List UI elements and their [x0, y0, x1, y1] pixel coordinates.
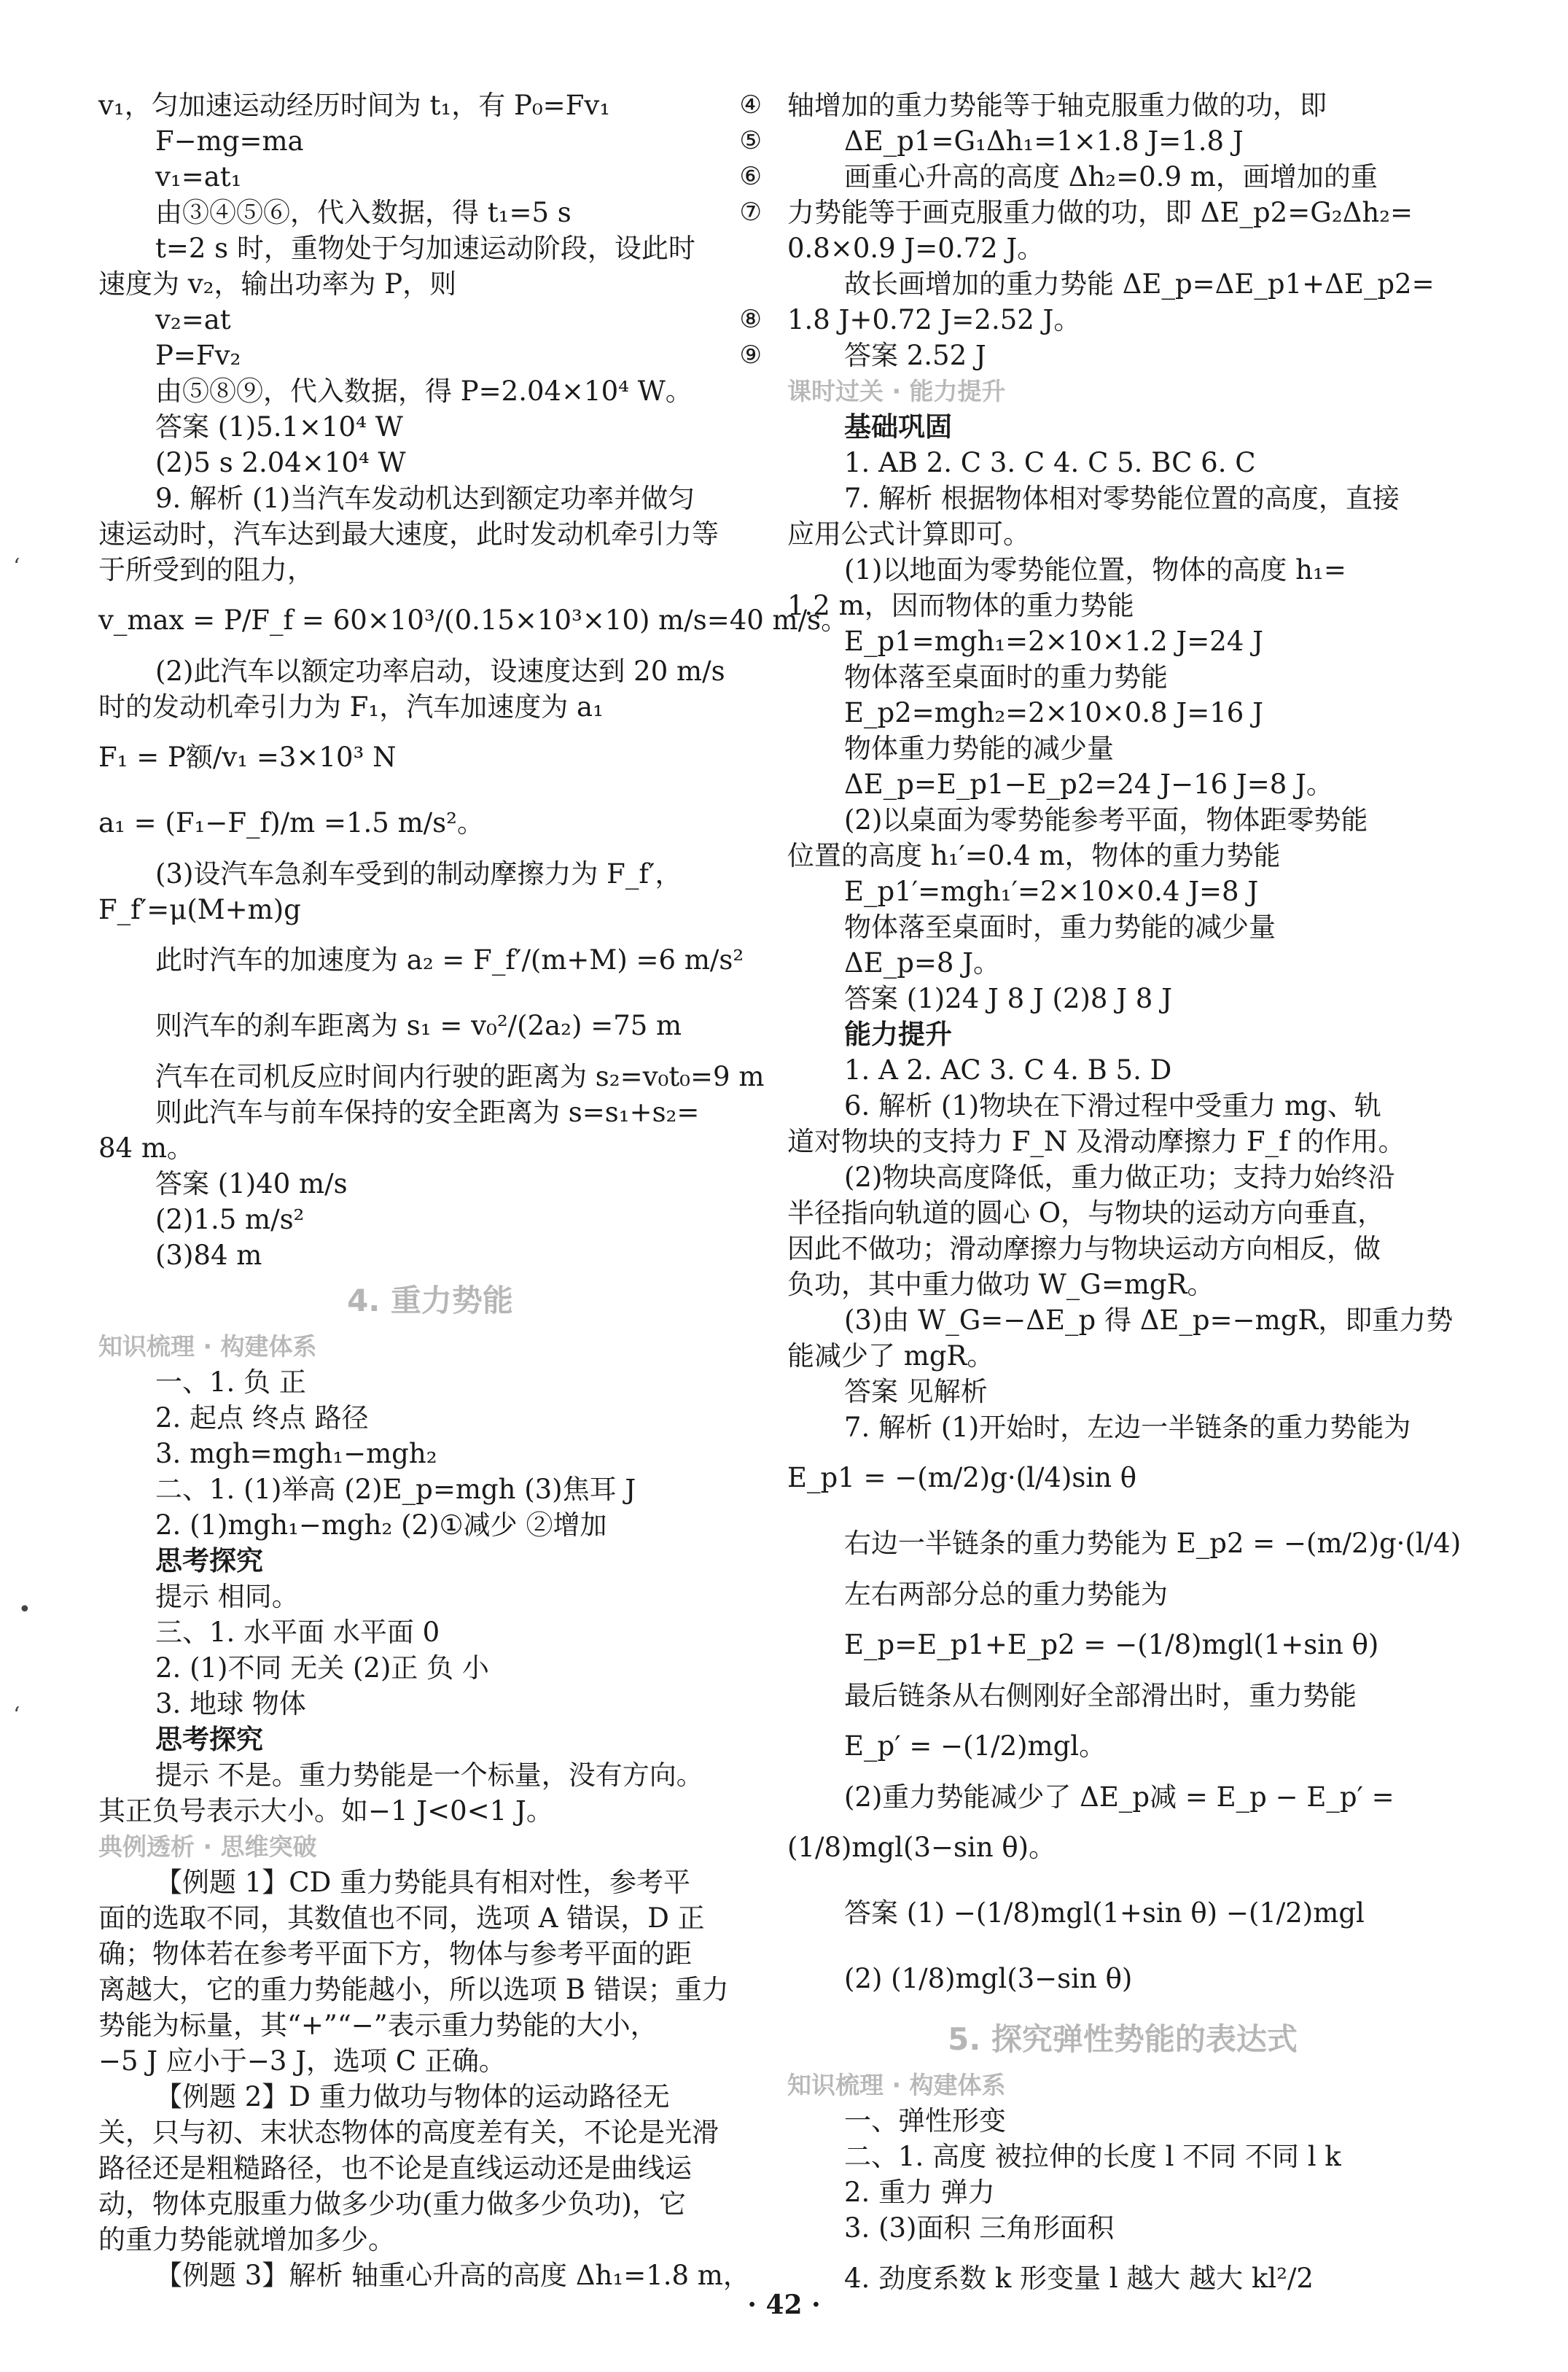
left-text-line [98, 1202, 762, 1237]
equation-number: ⑨ [739, 341, 762, 370]
line-text: 物体落至桌面时，重力势能的减少量 [844, 911, 1276, 943]
left-text-line [98, 1166, 762, 1202]
line-text: 能力提升 [844, 1018, 952, 1050]
left-text-line [98, 1579, 762, 1614]
left-section-header [98, 1329, 762, 1364]
left-text-line [98, 1436, 762, 1471]
right-text-line [787, 695, 1458, 731]
left-text-line [98, 2007, 762, 2043]
right-text-line [787, 123, 1458, 159]
line-text: F−mg=ma [155, 125, 304, 157]
line-text: F₁ = P额/v₁ =3×10³ N [98, 742, 397, 773]
right-text-line [787, 1576, 1458, 1612]
line-text: 关，只与初、末状态物体的高度差有关，不论是光滑 [98, 2117, 719, 2148]
line-text: E_p1=mgh₁=2×10×1.2 J=24 J [844, 626, 1263, 657]
line-text: ΔE_p=8 J。 [844, 947, 1001, 979]
right-text-line [787, 2139, 1458, 2174]
margin-mark: ‘ [13, 1703, 20, 1728]
right-text-line [787, 159, 1458, 195]
line-text: (2)1.5 m/s² [155, 1204, 305, 1235]
line-text: ΔE_p1=G₁Δh₁=1×1.8 J=1.8 J [844, 125, 1244, 157]
line-text: 答案 2.52 J [844, 340, 986, 371]
line-text: 【例题 1】CD 重力势能具有相对性，参考平 [155, 1867, 691, 1898]
left-text-line [98, 1936, 762, 1972]
line-text: 因此不做功；滑动摩擦力与物块运动方向相反，做 [787, 1233, 1381, 1264]
line-text: 5. 探究弹性势能的表达式 [948, 2021, 1298, 2057]
right-text-line [787, 838, 1458, 874]
line-text: 3. (3)面积 三角形面积 [844, 2212, 1115, 2244]
left-section-title [98, 1273, 762, 1329]
left-text-line [98, 195, 762, 230]
equation-number: ⑦ [739, 198, 762, 227]
right-subsection-heading [787, 409, 1458, 445]
line-text: 物体落至桌面时的重力势能 [844, 661, 1168, 693]
left-text-line [98, 790, 762, 856]
right-text-line [787, 1374, 1458, 1409]
line-text: 面的选取不同，其数值也不同，选项 A 错误，D 正 [98, 1902, 705, 1934]
line-text: 二、1. (1)举高 (2)E_p=mgh (3)焦耳 J [155, 1474, 636, 1505]
line-text: 则汽车的刹车距离为 s₁ = v₀²/(2a₂) =75 m [155, 1010, 682, 1041]
left-text-line [98, 1650, 762, 1686]
line-text: 0.8×0.9 J=0.72 J。 [787, 233, 1045, 264]
line-text: F_f′=μ(M+m)g [98, 894, 301, 925]
line-text: v_max = P/F_f = 60×10³/(0.15×10³×10) m/s=40 m/s。 [98, 604, 849, 636]
right-text-line [787, 1302, 1458, 1338]
line-text: 此时汽车的加速度为 a₂ = F_f′/(m+M) =6 m/s² [155, 944, 744, 976]
line-text: (2)重力势能减少了 ΔE_p减 = E_p − E_p′ = [844, 1781, 1395, 1813]
line-text: 最后链条从右侧刚好全部滑出时，重力势能 [844, 1680, 1357, 1711]
line-text: 二、1. 高度 被拉伸的长度 l 不同 不同 l k [844, 2141, 1341, 2172]
left-text-line [98, 2115, 762, 2150]
left-text-line [98, 2043, 762, 2079]
right-text-line [787, 230, 1458, 266]
line-text: 由⑤⑧⑨，代入数据，得 P=2.04×10⁴ W。 [155, 376, 693, 407]
right-text-line [787, 445, 1458, 481]
left-text-line [98, 338, 762, 373]
line-text: 思考探究 [155, 1544, 263, 1576]
line-text: 动，物体克服重力做多少功(重力做多少负功)，它 [98, 2188, 686, 2220]
line-text: 时的发动机牵引力为 F₁，汽车加速度为 a₁ [98, 691, 604, 723]
line-text: 6. 解析 (1)物块在下滑过程中受重力 mg、轨 [844, 1090, 1381, 1121]
right-text-line [787, 1088, 1458, 1124]
line-text: 答案 见解析 [844, 1376, 988, 1407]
right-text-line [787, 1678, 1458, 1714]
left-text-line [98, 1972, 762, 2007]
line-text: 知识梳理 · 构建体系 [98, 1332, 317, 1361]
left-text-line [98, 1400, 762, 1436]
right-text-line [787, 981, 1458, 1016]
right-text-line [787, 588, 1458, 623]
line-text: (3)设汽车急刹车受到的制动摩擦力为 F_f′， [155, 858, 682, 890]
right-subsection-heading [787, 1016, 1458, 1052]
right-text-line [787, 552, 1458, 588]
line-text: 4. 劲度系数 k 形变量 l 越大 越大 kl²/2 [844, 2263, 1314, 2294]
line-text: 物体重力势能的减少量 [844, 733, 1114, 764]
line-text: 答案 (1)40 m/s [155, 1168, 348, 1199]
line-text: 3. mgh=mgh₁−mgh₂ [155, 1438, 437, 1469]
line-text: 一、弹性形变 [844, 2105, 1006, 2136]
left-text-line [98, 2079, 762, 2115]
line-text: 2. (1)mgh₁−mgh₂ (2)①减少 ②增加 [155, 1509, 607, 1541]
right-text-line [787, 1511, 1462, 1576]
right-text-line [787, 1124, 1458, 1159]
right-text-line [787, 88, 1458, 123]
right-text-line [787, 266, 1458, 302]
line-text: 知识梳理 · 构建体系 [787, 2071, 1006, 2099]
left-text-line [98, 588, 849, 653]
right-text-line [787, 731, 1458, 766]
line-text: 应用公式计算即可。 [787, 518, 1030, 550]
left-text-line [98, 88, 762, 123]
left-text-line [98, 409, 762, 445]
line-text: 速运动时，汽车达到最大速度，此时发动机牵引力等 [98, 518, 719, 550]
left-text-line [98, 266, 762, 302]
right-text-line [787, 1815, 1458, 1881]
right-text-line [787, 659, 1458, 695]
line-text: 路径还是粗糙路径，也不论是直线运动还是曲线运 [98, 2153, 692, 2184]
line-text: 课时过关 · 能力提升 [787, 377, 1006, 405]
line-text: P=Fv₂ [155, 340, 241, 371]
left-text-line [98, 1793, 762, 1829]
left-text-line [98, 1614, 762, 1650]
line-text: 4. 重力势能 [347, 1283, 513, 1318]
left-text-line [98, 1130, 762, 1166]
left-text-line [98, 1094, 762, 1130]
left-text-line [98, 689, 762, 725]
line-text: 三、1. 水平面 水平面 0 [155, 1617, 440, 1648]
line-text: 左右两部分总的重力势能为 [844, 1579, 1168, 1610]
right-text-line [787, 909, 1458, 945]
left-text-line [98, 725, 762, 790]
line-text: 1.2 m，因而物体的重力势能 [787, 590, 1134, 621]
equation-number: ⑤ [739, 126, 762, 155]
line-text: E_p1 = −(m/2)g·(l/4)sin θ [787, 1462, 1137, 1493]
line-text: 负功，其中重力做功 W_G=mgR。 [787, 1269, 1214, 1300]
left-text-line [98, 552, 762, 588]
line-text: 答案 (1)24 J 8 J (2)8 J 8 J [844, 983, 1172, 1014]
line-text: 2. 起点 终点 路径 [155, 1402, 369, 1434]
right-text-line [787, 1195, 1458, 1231]
line-text: 【例题 2】D 重力做功与物体的运动路径无 [155, 2081, 670, 2112]
margin-mark: ‘ [13, 554, 20, 580]
right-section-header [787, 2067, 1458, 2103]
right-text-line [787, 481, 1458, 516]
line-text: 84 m。 [98, 1132, 194, 1164]
right-text-line [787, 945, 1458, 981]
right-column [787, 88, 1462, 2311]
page-number: · 42 · [747, 2290, 821, 2320]
line-text: 答案 (1)5.1×10⁴ W [155, 411, 403, 443]
line-text: ΔE_p=E_p1−E_p2=24 J−16 J=8 J。 [844, 769, 1333, 800]
left-column [98, 88, 849, 2293]
line-text: (3)84 m [155, 1240, 262, 1271]
equation-number: ④ [739, 90, 762, 120]
left-text-line [98, 1059, 765, 1094]
right-text-line [787, 1409, 1458, 1445]
right-text-line [787, 1052, 1458, 1088]
right-text-line [787, 1159, 1458, 1195]
left-text-line [98, 928, 762, 993]
line-text: 答案 (1) −(1/8)mgl(1+sin θ) −(1/2)mgl [844, 1897, 1365, 1929]
right-text-line [787, 2103, 1458, 2139]
line-text: 则此汽车与前车保持的安全距离为 s=s₁+s₂= [155, 1097, 700, 1128]
right-text-line [787, 1445, 1458, 1511]
right-text-line [787, 302, 1458, 338]
right-text-line [787, 1714, 1458, 1779]
left-subsection-heading [98, 1722, 762, 1757]
line-text: E_p=E_p1+E_p2 = −(1/8)mgl(1+sin θ) [844, 1629, 1379, 1660]
line-text: 能减少了 mgR。 [787, 1340, 994, 1372]
right-text-line [787, 1612, 1458, 1678]
left-section-header [98, 1829, 762, 1864]
line-text: (2)此汽车以额定功率启动，设速度达到 20 m/s [155, 656, 725, 687]
right-text-line [787, 874, 1458, 909]
left-text-line [98, 445, 762, 481]
left-text-line [98, 123, 762, 159]
line-text: 半径指向轨道的圆心 O，与物块的运动方向垂直， [787, 1197, 1385, 1229]
left-text-line [98, 1900, 762, 1936]
line-text: (2)物块高度降低，重力做正功；支持力始终沿 [844, 1162, 1395, 1193]
line-text: 2. 重力 弹力 [844, 2177, 995, 2208]
right-text-line [787, 516, 1458, 552]
line-text: 9. 解析 (1)当汽车发动机达到额定功率并做匀 [155, 483, 695, 514]
line-text: 的重力势能就增加多少。 [98, 2224, 395, 2255]
right-text-line [787, 1231, 1458, 1267]
right-text-line [787, 1946, 1458, 2012]
line-text: (1)以地面为零势能位置，物体的高度 h₁= [844, 554, 1346, 586]
line-text: v₁=at₁ [155, 161, 242, 193]
left-text-line [98, 1757, 762, 1793]
line-text: 道对物块的支持力 F_N 及滑动摩擦力 F_f 的作用。 [787, 1126, 1405, 1157]
line-text: 1.8 J+0.72 J=2.52 J。 [787, 304, 1081, 335]
line-text: 提示 相同。 [155, 1581, 299, 1612]
right-text-line [787, 2174, 1458, 2210]
line-text: t=2 s 时，重物处于匀加速运动阶段，设此时 [155, 233, 695, 264]
line-text: 故长画增加的重力势能 ΔE_p=ΔE_p1+ΔE_p2= [844, 268, 1435, 300]
line-text: 轴增加的重力势能等于轴克服重力做的功，即 [787, 90, 1327, 121]
left-text-line [98, 856, 762, 892]
left-text-line [98, 892, 762, 928]
line-text: −5 J 应小于−3 J，选项 C 正确。 [98, 2045, 506, 2077]
line-text: (2) (1/8)mgl(3−sin θ) [844, 1963, 1133, 1994]
left-text-line [98, 2186, 762, 2222]
right-text-line [787, 1267, 1458, 1302]
line-text: (2)以桌面为零势能参考平面，物体距零势能 [844, 804, 1368, 836]
right-text-line [787, 1779, 1458, 1815]
line-text: 一、1. 负 正 [155, 1366, 306, 1398]
left-text-line [98, 1686, 762, 1722]
line-text: 2. (1)不同 无关 (2)正 负 小 [155, 1652, 489, 1684]
left-text-line [98, 516, 762, 552]
line-text: 确；物体若在参考平面下方，物体与参考平面的距 [98, 1938, 692, 1969]
left-text-line [98, 481, 762, 516]
left-text-line [98, 1471, 762, 1507]
line-text: E_p1′=mgh₁′=2×10×0.4 J=8 J [844, 876, 1259, 907]
line-text: 【例题 3】解析 轴重心升高的高度 Δh₁=1.8 m， [155, 2260, 750, 2291]
margin-mark: • [18, 1597, 31, 1622]
line-text: 提示 不是。重力势能是一个标量，没有方向。 [155, 1759, 703, 1791]
right-text-line [787, 338, 1458, 373]
line-text: 于所受到的阻力， [98, 554, 314, 586]
left-text-line [98, 1864, 762, 1900]
left-text-line [98, 302, 762, 338]
right-text-line [787, 195, 1458, 230]
line-text: 7. 解析 根据物体相对零势能位置的高度，直接 [844, 483, 1400, 514]
line-text: a₁ = (F₁−F_f)/m =1.5 m/s²。 [98, 807, 484, 839]
right-text-line [787, 766, 1458, 802]
line-text: 汽车在司机反应时间内行驶的距离为 s₂=v₀t₀=9 m [155, 1061, 765, 1092]
line-text: 势能为标量，其“+”“−”表示重力势能的大小， [98, 2010, 658, 2041]
line-text: 离越大，它的重力势能越小，所以选项 B 错误；重力 [98, 1974, 729, 2005]
left-text-line [98, 1237, 762, 1273]
line-text: 画重心升高的高度 Δh₂=0.9 m，画增加的重 [844, 161, 1378, 193]
line-text: 速度为 v₂，输出功率为 P，则 [98, 268, 457, 300]
equation-number: ⑥ [739, 162, 762, 191]
left-text-line [98, 2222, 762, 2258]
line-text: v₁，匀加速运动经历时间为 t₁，有 P₀=Fv₁ [98, 90, 611, 121]
right-section-header [787, 373, 1458, 409]
line-text: (3)由 W_G=−ΔE_p 得 ΔE_p=−mgR，即重力势 [844, 1304, 1454, 1336]
left-text-line [98, 159, 762, 195]
left-text-line [98, 1507, 762, 1543]
line-text: 3. 地球 物体 [155, 1688, 306, 1719]
right-text-line [787, 802, 1458, 838]
right-text-line [787, 1881, 1458, 1946]
right-text-line [787, 623, 1458, 659]
left-text-line [98, 653, 762, 689]
line-text: 典例透析 · 思维突破 [98, 1832, 317, 1861]
line-text: E_p2=mgh₂=2×10×0.8 J=16 J [844, 697, 1263, 728]
line-text: 7. 解析 (1)开始时，左边一半链条的重力势能为 [844, 1412, 1411, 1443]
left-text-line [98, 2258, 762, 2293]
right-text-line [787, 2210, 1458, 2246]
left-text-line [98, 230, 762, 266]
line-text: (2)5 s 2.04×10⁴ W [155, 447, 406, 478]
line-text: 由③④⑤⑥，代入数据，得 t₁=5 s [155, 197, 572, 228]
line-text: 力势能等于画克服重力做的功，即 ΔE_p2=G₂Δh₂= [787, 197, 1413, 228]
line-text: E_p′ = −(1/2)mgl。 [844, 1730, 1107, 1762]
left-text-line [98, 1364, 762, 1400]
line-text: 思考探究 [155, 1723, 263, 1755]
line-text: 位置的高度 h₁′=0.4 m，物体的重力势能 [787, 840, 1281, 871]
line-text: (1/8)mgl(3−sin θ)。 [787, 1832, 1056, 1863]
left-text-line [98, 2150, 762, 2186]
left-subsection-heading [98, 1543, 762, 1579]
equation-number: ⑧ [739, 305, 762, 334]
left-text-line [98, 373, 762, 409]
line-text: 1. AB 2. C 3. C 4. C 5. BC 6. C [844, 447, 1256, 478]
line-text: 1. A 2. AC 3. C 4. B 5. D [844, 1054, 1172, 1086]
line-text: 基础巩固 [844, 411, 952, 443]
left-text-line [98, 993, 762, 1059]
line-text: v₂=at [155, 304, 231, 335]
line-text: 右边一半链条的重力势能为 E_p2 = −(m/2)g·(l/4) [844, 1528, 1462, 1559]
right-section-title [787, 2012, 1458, 2067]
right-text-line [787, 1338, 1458, 1374]
line-text: 其正负号表示大小。如−1 J<0<1 J。 [98, 1795, 553, 1827]
